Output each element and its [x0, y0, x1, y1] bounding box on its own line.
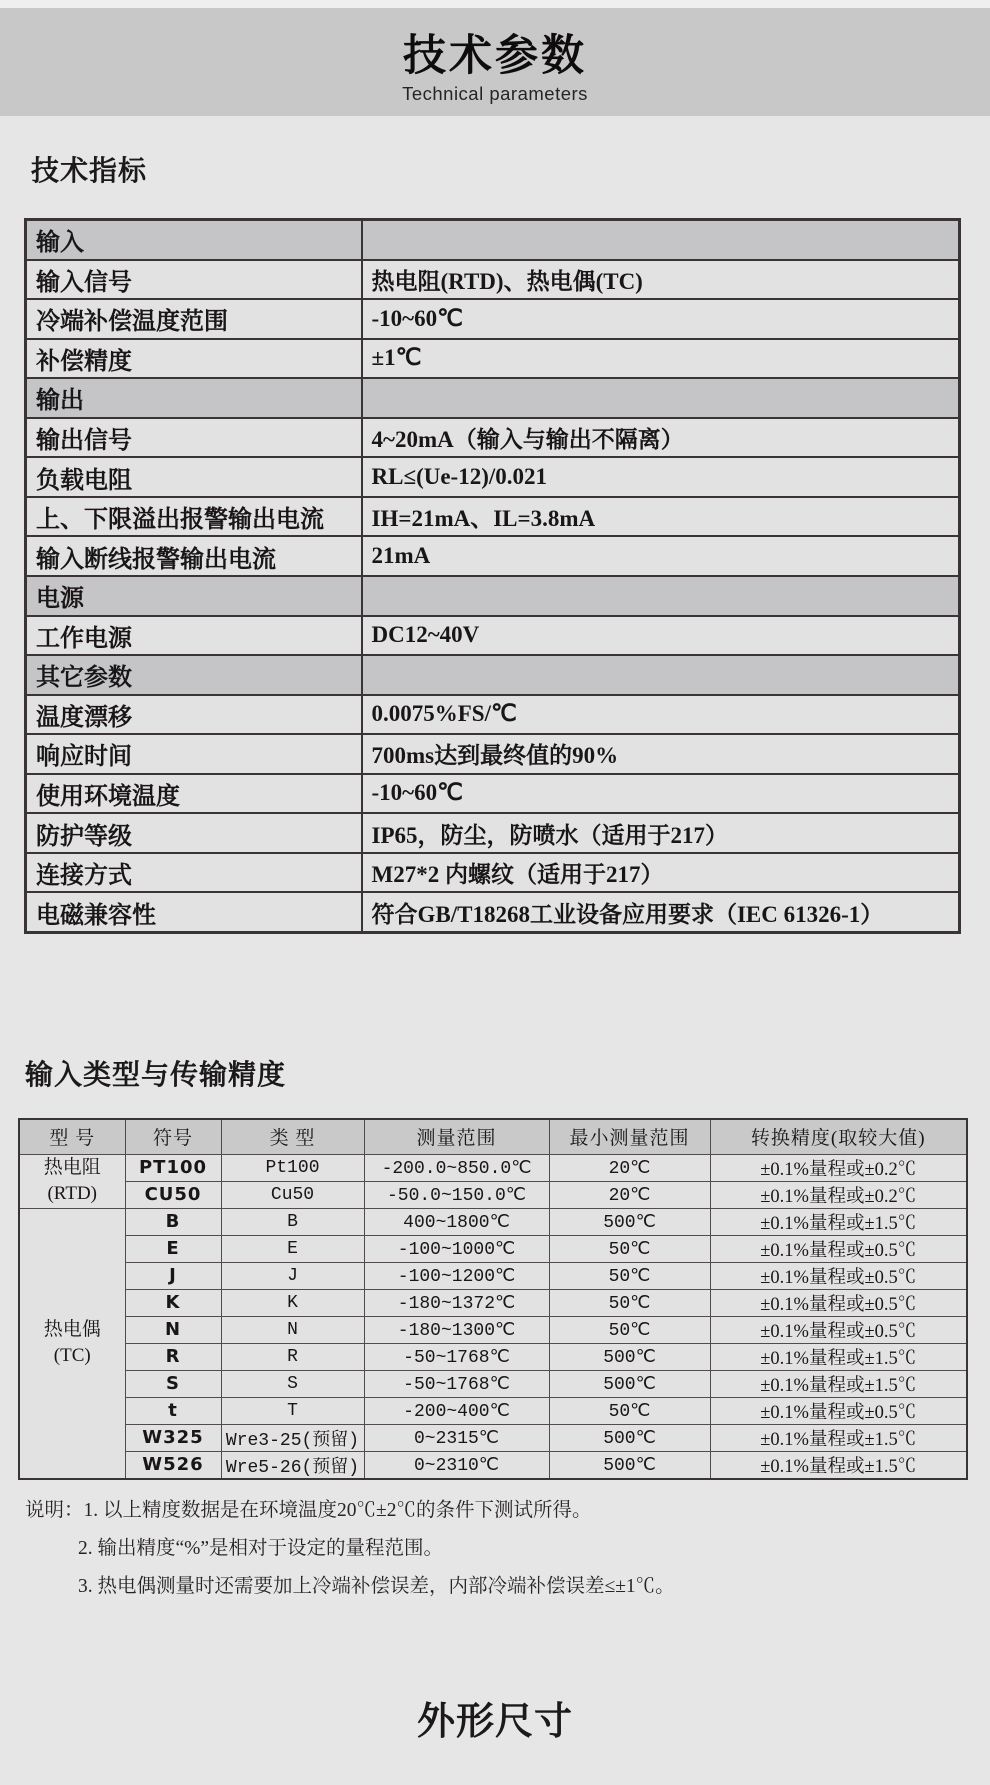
- model-name: 热电偶: [43, 1319, 101, 1340]
- symbol-cell: K: [125, 1289, 221, 1316]
- spec-value-cell: ±1℃: [362, 339, 960, 379]
- spec-label-cell: 输入信号: [26, 260, 362, 300]
- accuracy-data-row: [19, 1397, 967, 1424]
- accuracy-section-heading: 输入类型与传输精度: [25, 1059, 287, 1091]
- note-line-3: [25, 1568, 970, 1606]
- spec-label-cell: 补偿精度: [26, 339, 362, 379]
- model-group-cell: [19, 1154, 125, 1208]
- accuracy-table: [18, 1118, 968, 1480]
- range-cell: -180~1300℃: [364, 1316, 549, 1343]
- range-cell: -50~1768℃: [364, 1370, 549, 1397]
- spec-label-cell: 电磁兼容性: [26, 892, 362, 932]
- note-item-3: 3. 热电偶测量时还需要加上冷端补偿误差，内部冷端补偿误差≤±1℃。: [78, 1576, 675, 1597]
- min-range-cell: 500℃: [549, 1343, 710, 1370]
- range-cell: 0~2315℃: [364, 1424, 549, 1451]
- spec-value-cell: IP65，防尘，防喷水（适用于217）: [362, 813, 960, 853]
- spec-label-cell: 其它参数: [26, 655, 362, 695]
- spec-section-row: [26, 378, 960, 418]
- min-range-cell: 50℃: [549, 1397, 710, 1424]
- min-range-cell: 20℃: [549, 1181, 710, 1208]
- class-cell: B: [221, 1208, 364, 1235]
- spec-label-cell: 温度漂移: [26, 695, 362, 735]
- spec-value-cell: [362, 655, 960, 695]
- min-range-cell: 500℃: [549, 1424, 710, 1451]
- spec-data-row: [26, 892, 960, 932]
- range-cell: -200~400℃: [364, 1397, 549, 1424]
- class-cell: T: [221, 1397, 364, 1424]
- accuracy-data-row: [19, 1451, 967, 1479]
- spec-value-cell: [362, 378, 960, 418]
- page-header-band: [0, 8, 990, 116]
- class-cell: K: [221, 1289, 364, 1316]
- spec-label-cell: 防护等级: [26, 813, 362, 853]
- accuracy-col-header: 型 号: [19, 1119, 125, 1154]
- accuracy-data-row: [19, 1154, 967, 1181]
- min-range-cell: 500℃: [549, 1370, 710, 1397]
- accuracy-col-header: 转换精度(取较大值): [710, 1119, 967, 1154]
- accuracy-cell: ±0.1%量程或±0.5℃: [710, 1316, 967, 1343]
- spec-label-cell: 使用环境温度: [26, 774, 362, 814]
- spec-data-row: [26, 260, 960, 300]
- symbol-cell: CU50: [125, 1181, 221, 1208]
- min-range-cell: 50℃: [549, 1262, 710, 1289]
- accuracy-col-header: 类 型: [221, 1119, 364, 1154]
- spec-value-cell: -10~60℃: [362, 299, 960, 339]
- spec-value-cell: -10~60℃: [362, 774, 960, 814]
- note-line-1: [25, 1492, 970, 1530]
- range-cell: 0~2310℃: [364, 1451, 549, 1479]
- symbol-cell: S: [125, 1370, 221, 1397]
- spec-data-row: [26, 418, 960, 458]
- symbol-cell: W526: [125, 1451, 221, 1479]
- accuracy-table-head: [19, 1119, 967, 1154]
- spec-value-cell: DC12~40V: [362, 616, 960, 656]
- note-item-2: 2. 输出精度“%”是相对于设定的量程范围。: [78, 1538, 444, 1559]
- spec-data-row: [26, 299, 960, 339]
- spec-data-row: [26, 497, 960, 537]
- accuracy-cell: ±0.1%量程或±0.5℃: [710, 1289, 967, 1316]
- spec-label-cell: 电源: [26, 576, 362, 616]
- spec-value-cell: [362, 220, 960, 260]
- spec-label-cell: 负载电阻: [26, 457, 362, 497]
- notes-prefix: 说明：: [25, 1500, 84, 1521]
- top-strip: [0, 0, 990, 8]
- min-range-cell: 50℃: [549, 1289, 710, 1316]
- spec-label-cell: 输出: [26, 378, 362, 418]
- page-title: 技术参数: [403, 32, 587, 80]
- spec-value-cell: 符合GB/T18268工业设备应用要求（IEC 61326-1）: [362, 892, 960, 932]
- model-abbrev: (RTD): [47, 1183, 97, 1204]
- spec-section-row: [26, 220, 960, 260]
- page-subtitle: Technical parameters: [402, 83, 588, 104]
- class-cell: Cu50: [221, 1181, 364, 1208]
- accuracy-cell: ±0.1%量程或±0.2℃: [710, 1154, 967, 1181]
- range-cell: -100~1200℃: [364, 1262, 549, 1289]
- note-item-1: 1. 以上精度数据是在环境温度20℃±2℃的条件下测试所得。: [83, 1500, 592, 1521]
- spec-label-cell: 工作电源: [26, 616, 362, 656]
- class-cell: Pt100: [221, 1154, 364, 1181]
- accuracy-col-header: 测量范围: [364, 1119, 549, 1154]
- accuracy-cell: ±0.1%量程或±1.5℃: [710, 1451, 967, 1479]
- accuracy-data-row: [19, 1262, 967, 1289]
- class-cell: Wre5-26(预留): [221, 1451, 364, 1479]
- accuracy-data-row: [19, 1424, 967, 1451]
- range-cell: -180~1372℃: [364, 1289, 549, 1316]
- min-range-cell: 500℃: [549, 1451, 710, 1479]
- accuracy-cell: ±0.1%量程或±0.5℃: [710, 1397, 967, 1424]
- spec-value-cell: IH=21mA、IL=3.8mA: [362, 497, 960, 537]
- model-group-cell: [19, 1208, 125, 1479]
- accuracy-data-row: [19, 1316, 967, 1343]
- spec-data-row: [26, 616, 960, 656]
- class-cell: N: [221, 1316, 364, 1343]
- class-cell: J: [221, 1262, 364, 1289]
- class-cell: Wre3-25(预留): [221, 1424, 364, 1451]
- symbol-cell: J: [125, 1262, 221, 1289]
- min-range-cell: 50℃: [549, 1235, 710, 1262]
- spec-label-cell: 上、下限溢出报警输出电流: [26, 497, 362, 537]
- accuracy-cell: ±0.1%量程或±1.5℃: [710, 1370, 967, 1397]
- accuracy-data-row: [19, 1343, 967, 1370]
- notes-block: [25, 1492, 970, 1606]
- min-range-cell: 50℃: [549, 1316, 710, 1343]
- spec-data-row: [26, 695, 960, 735]
- spec-label-cell: 输出信号: [26, 418, 362, 458]
- spec-value-cell: 热电阻(RTD)、热电偶(TC): [362, 260, 960, 300]
- accuracy-cell: ±0.1%量程或±1.5℃: [710, 1343, 967, 1370]
- model-name: 热电阻: [43, 1157, 101, 1178]
- spec-section-row: [26, 576, 960, 616]
- accuracy-cell: ±0.1%量程或±0.5℃: [710, 1262, 967, 1289]
- accuracy-cell: ±0.1%量程或±1.5℃: [710, 1424, 967, 1451]
- model-abbrev: (TC): [53, 1345, 91, 1366]
- range-cell: 400~1800℃: [364, 1208, 549, 1235]
- min-range-cell: 500℃: [549, 1208, 710, 1235]
- dimensions-section-heading: 外形尺寸: [416, 1700, 573, 1743]
- symbol-cell: PT100: [125, 1154, 221, 1181]
- accuracy-data-row: [19, 1235, 967, 1262]
- symbol-cell: t: [125, 1397, 221, 1424]
- specs-section-heading: 技术指标: [31, 155, 148, 187]
- symbol-cell: W325: [125, 1424, 221, 1451]
- spec-data-row: [26, 813, 960, 853]
- spec-value-cell: M27*2 内螺纹（适用于217）: [362, 853, 960, 893]
- spec-data-row: [26, 853, 960, 893]
- spec-label-cell: 连接方式: [26, 853, 362, 893]
- accuracy-data-row: [19, 1181, 967, 1208]
- accuracy-data-row: [19, 1370, 967, 1397]
- range-cell: -50.0~150.0℃: [364, 1181, 549, 1208]
- accuracy-table-body: [19, 1154, 967, 1479]
- accuracy-cell: ±0.1%量程或±1.5℃: [710, 1208, 967, 1235]
- spec-label-cell: 响应时间: [26, 734, 362, 774]
- spec-data-row: [26, 734, 960, 774]
- accuracy-col-header: 符号: [125, 1119, 221, 1154]
- symbol-cell: R: [125, 1343, 221, 1370]
- spec-label-cell: 冷端补偿温度范围: [26, 299, 362, 339]
- spec-label-cell: 输入断线报警输出电流: [26, 536, 362, 576]
- spec-value-cell: 4~20mA（输入与输出不隔离）: [362, 418, 960, 458]
- spec-value-cell: 700ms达到最终值的90%: [362, 734, 960, 774]
- class-cell: E: [221, 1235, 364, 1262]
- spec-value-cell: RL≤(Ue-12)/0.021: [362, 457, 960, 497]
- accuracy-data-row: [19, 1289, 967, 1316]
- symbol-cell: E: [125, 1235, 221, 1262]
- spec-value-cell: 21mA: [362, 536, 960, 576]
- spec-table: [24, 218, 961, 934]
- spec-data-row: [26, 774, 960, 814]
- spec-data-row: [26, 536, 960, 576]
- accuracy-cell: ±0.1%量程或±0.5℃: [710, 1235, 967, 1262]
- symbol-cell: B: [125, 1208, 221, 1235]
- spec-data-row: [26, 339, 960, 379]
- symbol-cell: N: [125, 1316, 221, 1343]
- accuracy-data-row: [19, 1208, 967, 1235]
- spec-value-cell: [362, 576, 960, 616]
- range-cell: -100~1000℃: [364, 1235, 549, 1262]
- spec-data-row: [26, 457, 960, 497]
- accuracy-header-row: [19, 1119, 967, 1154]
- accuracy-cell: ±0.1%量程或±0.2℃: [710, 1181, 967, 1208]
- accuracy-col-header: 最小测量范围: [549, 1119, 710, 1154]
- range-cell: -200.0~850.0℃: [364, 1154, 549, 1181]
- class-cell: S: [221, 1370, 364, 1397]
- class-cell: R: [221, 1343, 364, 1370]
- range-cell: -50~1768℃: [364, 1343, 549, 1370]
- note-line-2: [25, 1530, 970, 1568]
- spec-value-cell: 0.0075%FS/℃: [362, 695, 960, 735]
- spec-table-body: [26, 220, 960, 933]
- spec-section-row: [26, 655, 960, 695]
- spec-label-cell: 输入: [26, 220, 362, 260]
- min-range-cell: 20℃: [549, 1154, 710, 1181]
